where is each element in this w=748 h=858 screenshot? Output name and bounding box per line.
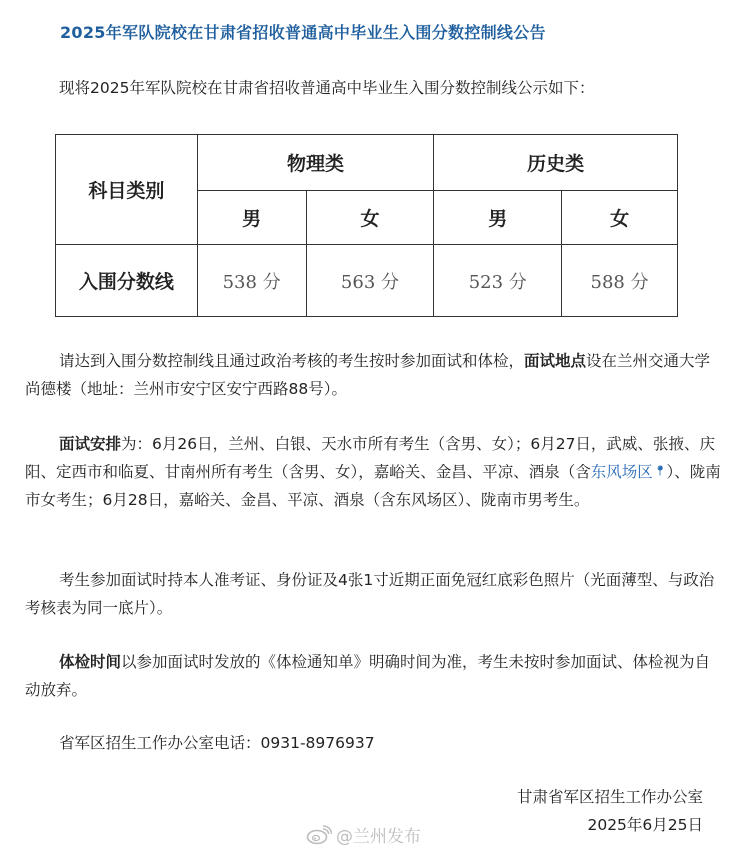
paragraph-text: 考生参加面试时持本人准考证、身份证及4张1寸近期正面免冠红底彩色照片（光面薄型、与政治考核表为同一底片）。 xyxy=(25,571,715,617)
signature-org: 甘肃省军区招生工作办公室 xyxy=(516,788,703,806)
bold-label: 体检时间 xyxy=(59,653,122,671)
materials-paragraph xyxy=(25,566,725,622)
paragraph-text: 以参加面试时发放的《体检通知单》明确时间为准，考生未按时参加面试、体检视为自动放弃。 xyxy=(25,653,711,699)
page-title: 2025年军队院校在甘肃省招收普通高中毕业生入围分数控制线公告 xyxy=(60,23,546,42)
gender-header: 男 xyxy=(197,191,306,245)
interview-schedule-paragraph xyxy=(25,430,725,514)
score-table xyxy=(55,134,678,317)
score-cell: 538 分 xyxy=(197,245,306,317)
phone-paragraph xyxy=(25,729,725,757)
dongfeng-area-link[interactable] xyxy=(591,463,667,481)
phone-text: 省军区招生工作办公室电话：0931-8976937 xyxy=(59,734,375,752)
link-text: 东风场区 xyxy=(590,463,653,481)
score-cell: 563 分 xyxy=(306,245,434,317)
paragraph-text: 请达到入围分数控制线且通过政治考核的考生按时参加面试和体检， xyxy=(59,352,525,370)
exam-time-paragraph xyxy=(25,648,725,704)
paragraph-text: 为：6月26日，兰州、白银、天水市所有考生（含男、女）；6月27日，武威、张掖、庆阳、定西市和临夏、甘南州所有考生（含男、女），嘉峪关、金昌、平凉、酒泉（含 xyxy=(25,435,715,481)
paragraph-text: ）、陇南市女考生；6月28日，嘉峪关、金昌、平凉、酒泉（含东风场区）、陇南市男考生。 xyxy=(25,463,721,509)
group-physics-header: 物理类 xyxy=(197,135,434,191)
paragraph-text: 设在兰州交通大学尚德楼（地址：兰州市安宁区安宁西路88号）。 xyxy=(25,352,711,398)
bold-label: 面试安排 xyxy=(59,435,122,453)
score-cell: 588 分 xyxy=(562,245,678,317)
bold-label: 面试地点 xyxy=(524,352,587,370)
gender-header: 女 xyxy=(306,191,434,245)
gender-header: 女 xyxy=(562,191,678,245)
location-pin-icon: 📍︎ xyxy=(653,466,667,477)
watermark-text: @兰州发布 xyxy=(336,827,421,847)
intro-paragraph xyxy=(25,74,725,102)
interview-location-paragraph xyxy=(25,347,725,403)
weibo-logo-icon xyxy=(306,825,332,845)
watermark xyxy=(306,822,421,847)
group-history-header: 历史类 xyxy=(434,135,678,191)
score-label-cell: 入围分数线 xyxy=(56,245,198,317)
gender-header: 男 xyxy=(434,191,562,245)
score-cell: 523 分 xyxy=(434,245,562,317)
row-header-cell: 科目类别 xyxy=(56,135,198,245)
signature-date: 2025年6月25日 xyxy=(587,816,703,834)
intro-text: 现将2025年军队院校在甘肃省招收普通高中毕业生入围分数控制线公示如下： xyxy=(59,79,595,97)
